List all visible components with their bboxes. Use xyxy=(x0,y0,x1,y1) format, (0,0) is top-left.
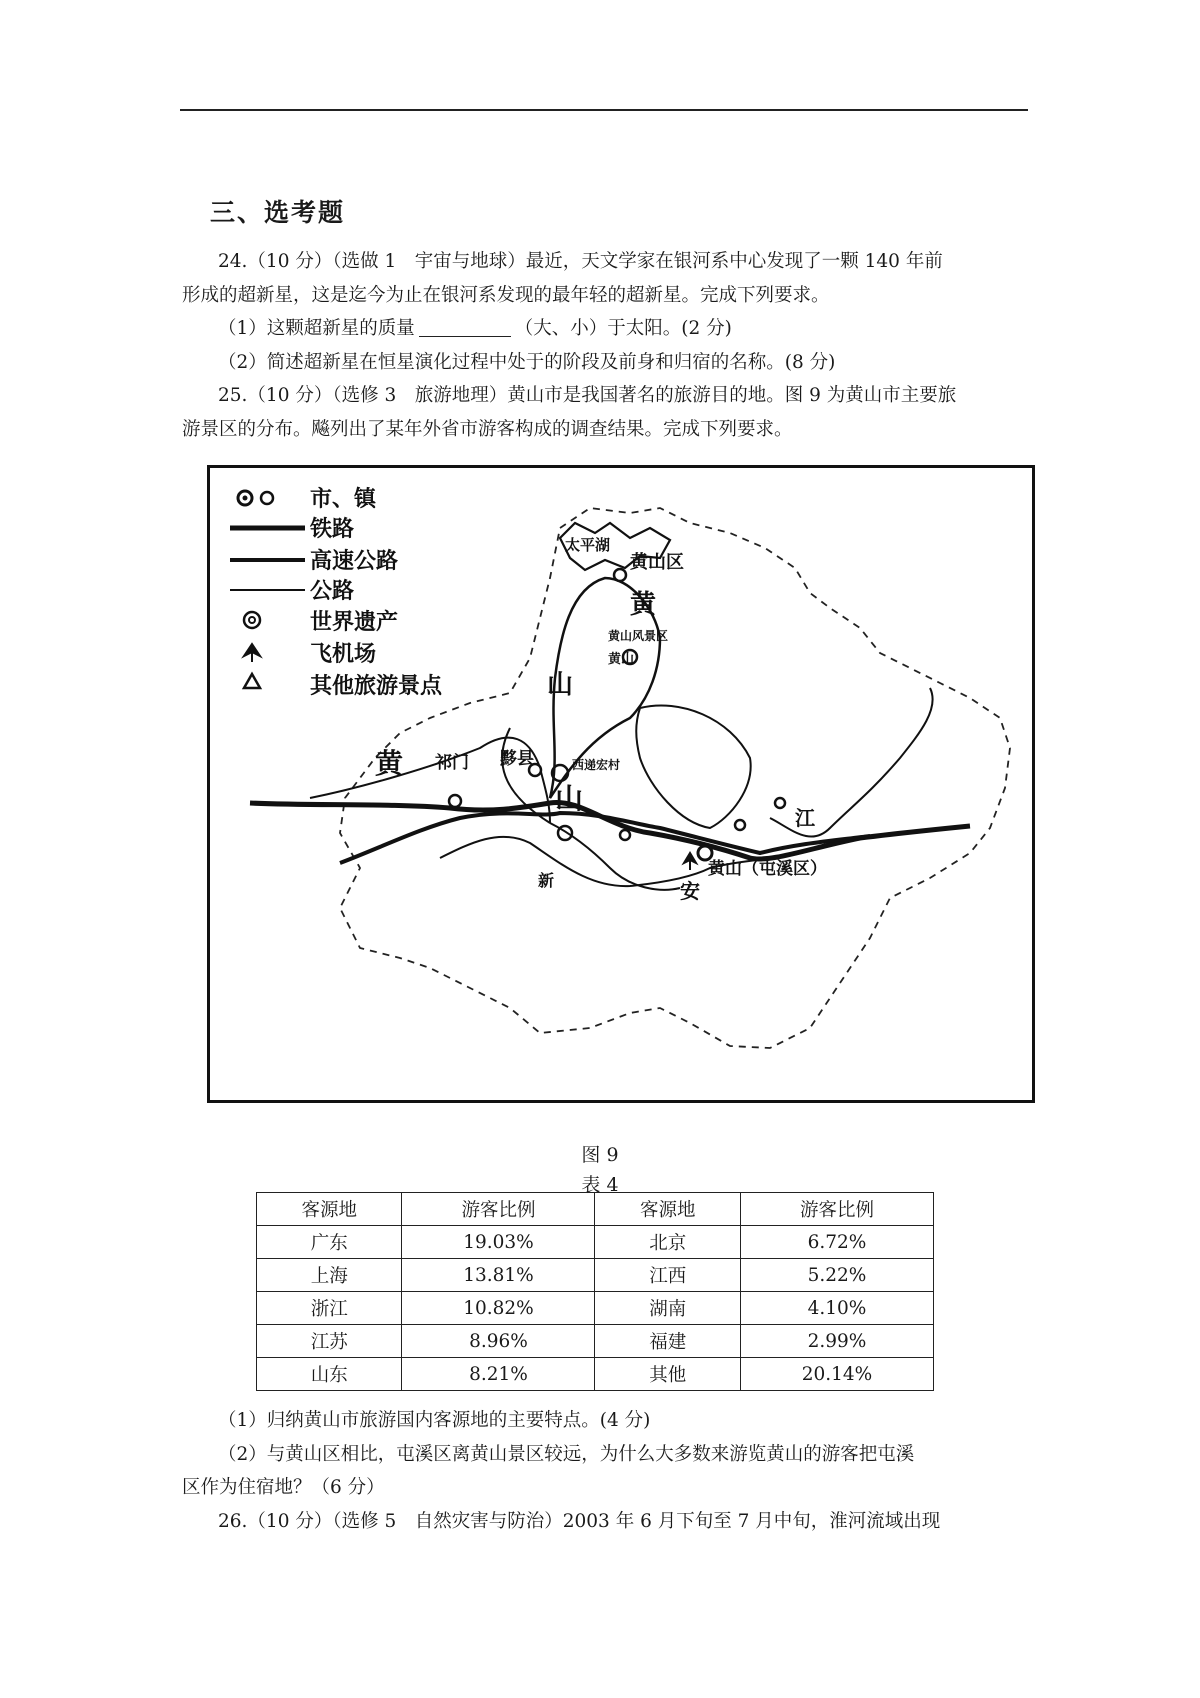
town-symbol-small-icon xyxy=(261,492,273,504)
table-cell: 8.96% xyxy=(402,1325,595,1358)
table-cell: 湖南 xyxy=(595,1292,740,1325)
q25-block xyxy=(182,379,1028,446)
table-cell: 福建 xyxy=(595,1325,740,1358)
label-huang-left: 黄 xyxy=(375,747,404,780)
label-xidi-hongcun: 西递宏村 xyxy=(572,758,621,772)
q24-sub2-text: （2）简述超新星在恒星演化过程中处于的阶段及前身和归宿的名称。(8 分) xyxy=(218,351,836,373)
label-huang-mid: 黄 xyxy=(630,590,657,620)
label-shan-center: 山 xyxy=(555,782,584,815)
south-heritage-icon xyxy=(558,826,572,840)
q26-intro xyxy=(182,1505,1028,1539)
q26-intro-line1: 26.（10 分）（选修 5 自然灾害与防治）2003 年 6 月下旬至 7 月中旬，淮河流域出现 xyxy=(218,1510,941,1532)
table-cell: 8.21% xyxy=(402,1358,595,1391)
visitor-source-table xyxy=(256,1192,934,1391)
label-an: 安 xyxy=(680,879,700,903)
tunxi-airport-icon xyxy=(684,853,696,870)
label-yixian: 黟县 xyxy=(500,749,534,769)
q25-intro-line1: 25.（10 分）（选修 3 旅游地理）黄山市是我国著名的旅游目的地。图 9 为黄山市主要旅 xyxy=(218,385,957,406)
table-cell: 13.81% xyxy=(402,1259,595,1292)
map-svg xyxy=(210,468,1035,1103)
legend-town: 市、镇 xyxy=(310,487,377,512)
table-cell: 10.82% xyxy=(402,1292,595,1325)
table-header-cell: 客源地 xyxy=(257,1193,402,1226)
q24-sub1 xyxy=(182,312,1028,346)
table-cell: 上海 xyxy=(257,1259,402,1292)
q25-sub1 xyxy=(182,1404,1028,1438)
city-boundary xyxy=(340,508,1010,1048)
label-shan-mid: 山 xyxy=(547,670,574,700)
table-cell: 20.14% xyxy=(740,1358,933,1391)
table-cell: 江苏 xyxy=(257,1325,402,1358)
east-road-loop xyxy=(636,705,750,828)
legend-railway: 铁路 xyxy=(310,517,355,542)
q25-sub2 xyxy=(182,1438,1028,1472)
label-taiping-lake: 太平湖 xyxy=(565,536,611,554)
table-cell: 4.10% xyxy=(740,1292,933,1325)
qimen-town xyxy=(449,795,461,807)
q24-intro-line1: 24.（10 分）（选做 1 宇宙与地球）最近，天文学家在银河系中心发现了一颗 140 年前 xyxy=(218,251,943,272)
tunxi-town xyxy=(698,846,712,860)
table-row xyxy=(257,1292,934,1325)
q24-sub1-after: （大、小）于太阳。(2 分) xyxy=(514,318,732,339)
table-row xyxy=(257,1325,934,1358)
legend-expressway: 高速公路 xyxy=(310,549,399,574)
railway-line xyxy=(250,802,970,859)
table-row xyxy=(257,1226,934,1259)
world-heritage-inner-icon xyxy=(249,617,255,623)
q25-subquestions xyxy=(182,1404,1028,1538)
label-huangshan-district: 黄山区 xyxy=(630,552,684,573)
q24-intro-line2: 形成的超新星，这是迄今为止在银河系发现的最年轻的超新星。完成下列要求。 xyxy=(182,284,830,306)
section-title: 三、选考题 xyxy=(210,198,346,227)
town-symbol-dot-icon xyxy=(243,496,248,501)
table-cell: 广东 xyxy=(257,1226,402,1259)
table-cell: 北京 xyxy=(595,1226,740,1259)
q24-sub1-before: （1）这颗超新星的质量 xyxy=(218,318,415,339)
q24-block xyxy=(182,245,1028,379)
table-cell: 江西 xyxy=(595,1259,740,1292)
header-rule xyxy=(180,109,1028,111)
label-jiang: 江 xyxy=(795,806,815,830)
q25-sub2-line2: 区作为住宿地？（6 分） xyxy=(182,1477,385,1498)
table-cell: 2.99% xyxy=(740,1325,933,1358)
table-row xyxy=(257,1259,934,1292)
label-scenic-huangshan: 黄山风景区 xyxy=(608,629,669,643)
south-town xyxy=(620,830,630,840)
answer-blank xyxy=(419,316,511,337)
table-cell: 5.22% xyxy=(740,1259,933,1292)
legend-road: 公路 xyxy=(310,579,355,604)
legend-airport: 飞机场 xyxy=(310,642,377,667)
world-heritage-icon xyxy=(244,612,260,628)
table-header-cell: 客源地 xyxy=(595,1193,740,1226)
table-header-cell: 游客比例 xyxy=(740,1193,933,1226)
table-header-row xyxy=(257,1193,934,1226)
label-huangshan-peak: 黄山 xyxy=(608,652,635,667)
q24-sub2 xyxy=(182,346,1028,380)
huangshan-district-town xyxy=(614,569,626,581)
table-cell: 山东 xyxy=(257,1358,402,1391)
table-title: 表 4 xyxy=(581,1174,619,1196)
table-cell: 19.03% xyxy=(402,1226,595,1259)
northeast-town xyxy=(775,798,785,808)
label-qimen: 祁门 xyxy=(435,753,469,773)
table-cell: 6.72% xyxy=(740,1226,933,1259)
east-town xyxy=(735,820,745,830)
q25-sub1-text: （1）归纳黄山市旅游国内客源地的主要特点。(4 分) xyxy=(218,1410,651,1431)
table-cell: 浙江 xyxy=(257,1292,402,1325)
table-header-cell: 游客比例 xyxy=(402,1193,595,1226)
q25-sub2-line1: （2）与黄山区相比，屯溪区离黄山景区较远，为什么大多数来游览黄山的游客把屯溪 xyxy=(218,1443,915,1465)
table-cell: 其他 xyxy=(595,1358,740,1391)
airport-icon xyxy=(244,644,260,662)
label-xin: 新 xyxy=(538,871,555,890)
other-scenic-icon xyxy=(244,674,260,688)
label-tunxi: 黄山（屯溪区） xyxy=(708,859,827,879)
legend-other-scenic: 其他旅游景点 xyxy=(310,674,443,699)
map-figure xyxy=(207,465,1035,1103)
figure-caption: 图 9 xyxy=(581,1144,619,1166)
q24-intro xyxy=(182,245,1028,279)
table-row xyxy=(257,1358,934,1391)
map-legend xyxy=(230,486,443,699)
q25-intro-line2: 游景区的分布。飚列出了某年外省市游客构成的调查结果。完成下列要求。 xyxy=(182,418,793,440)
legend-world-heritage: 世界遗产 xyxy=(310,610,399,635)
q25-intro xyxy=(182,379,1028,413)
